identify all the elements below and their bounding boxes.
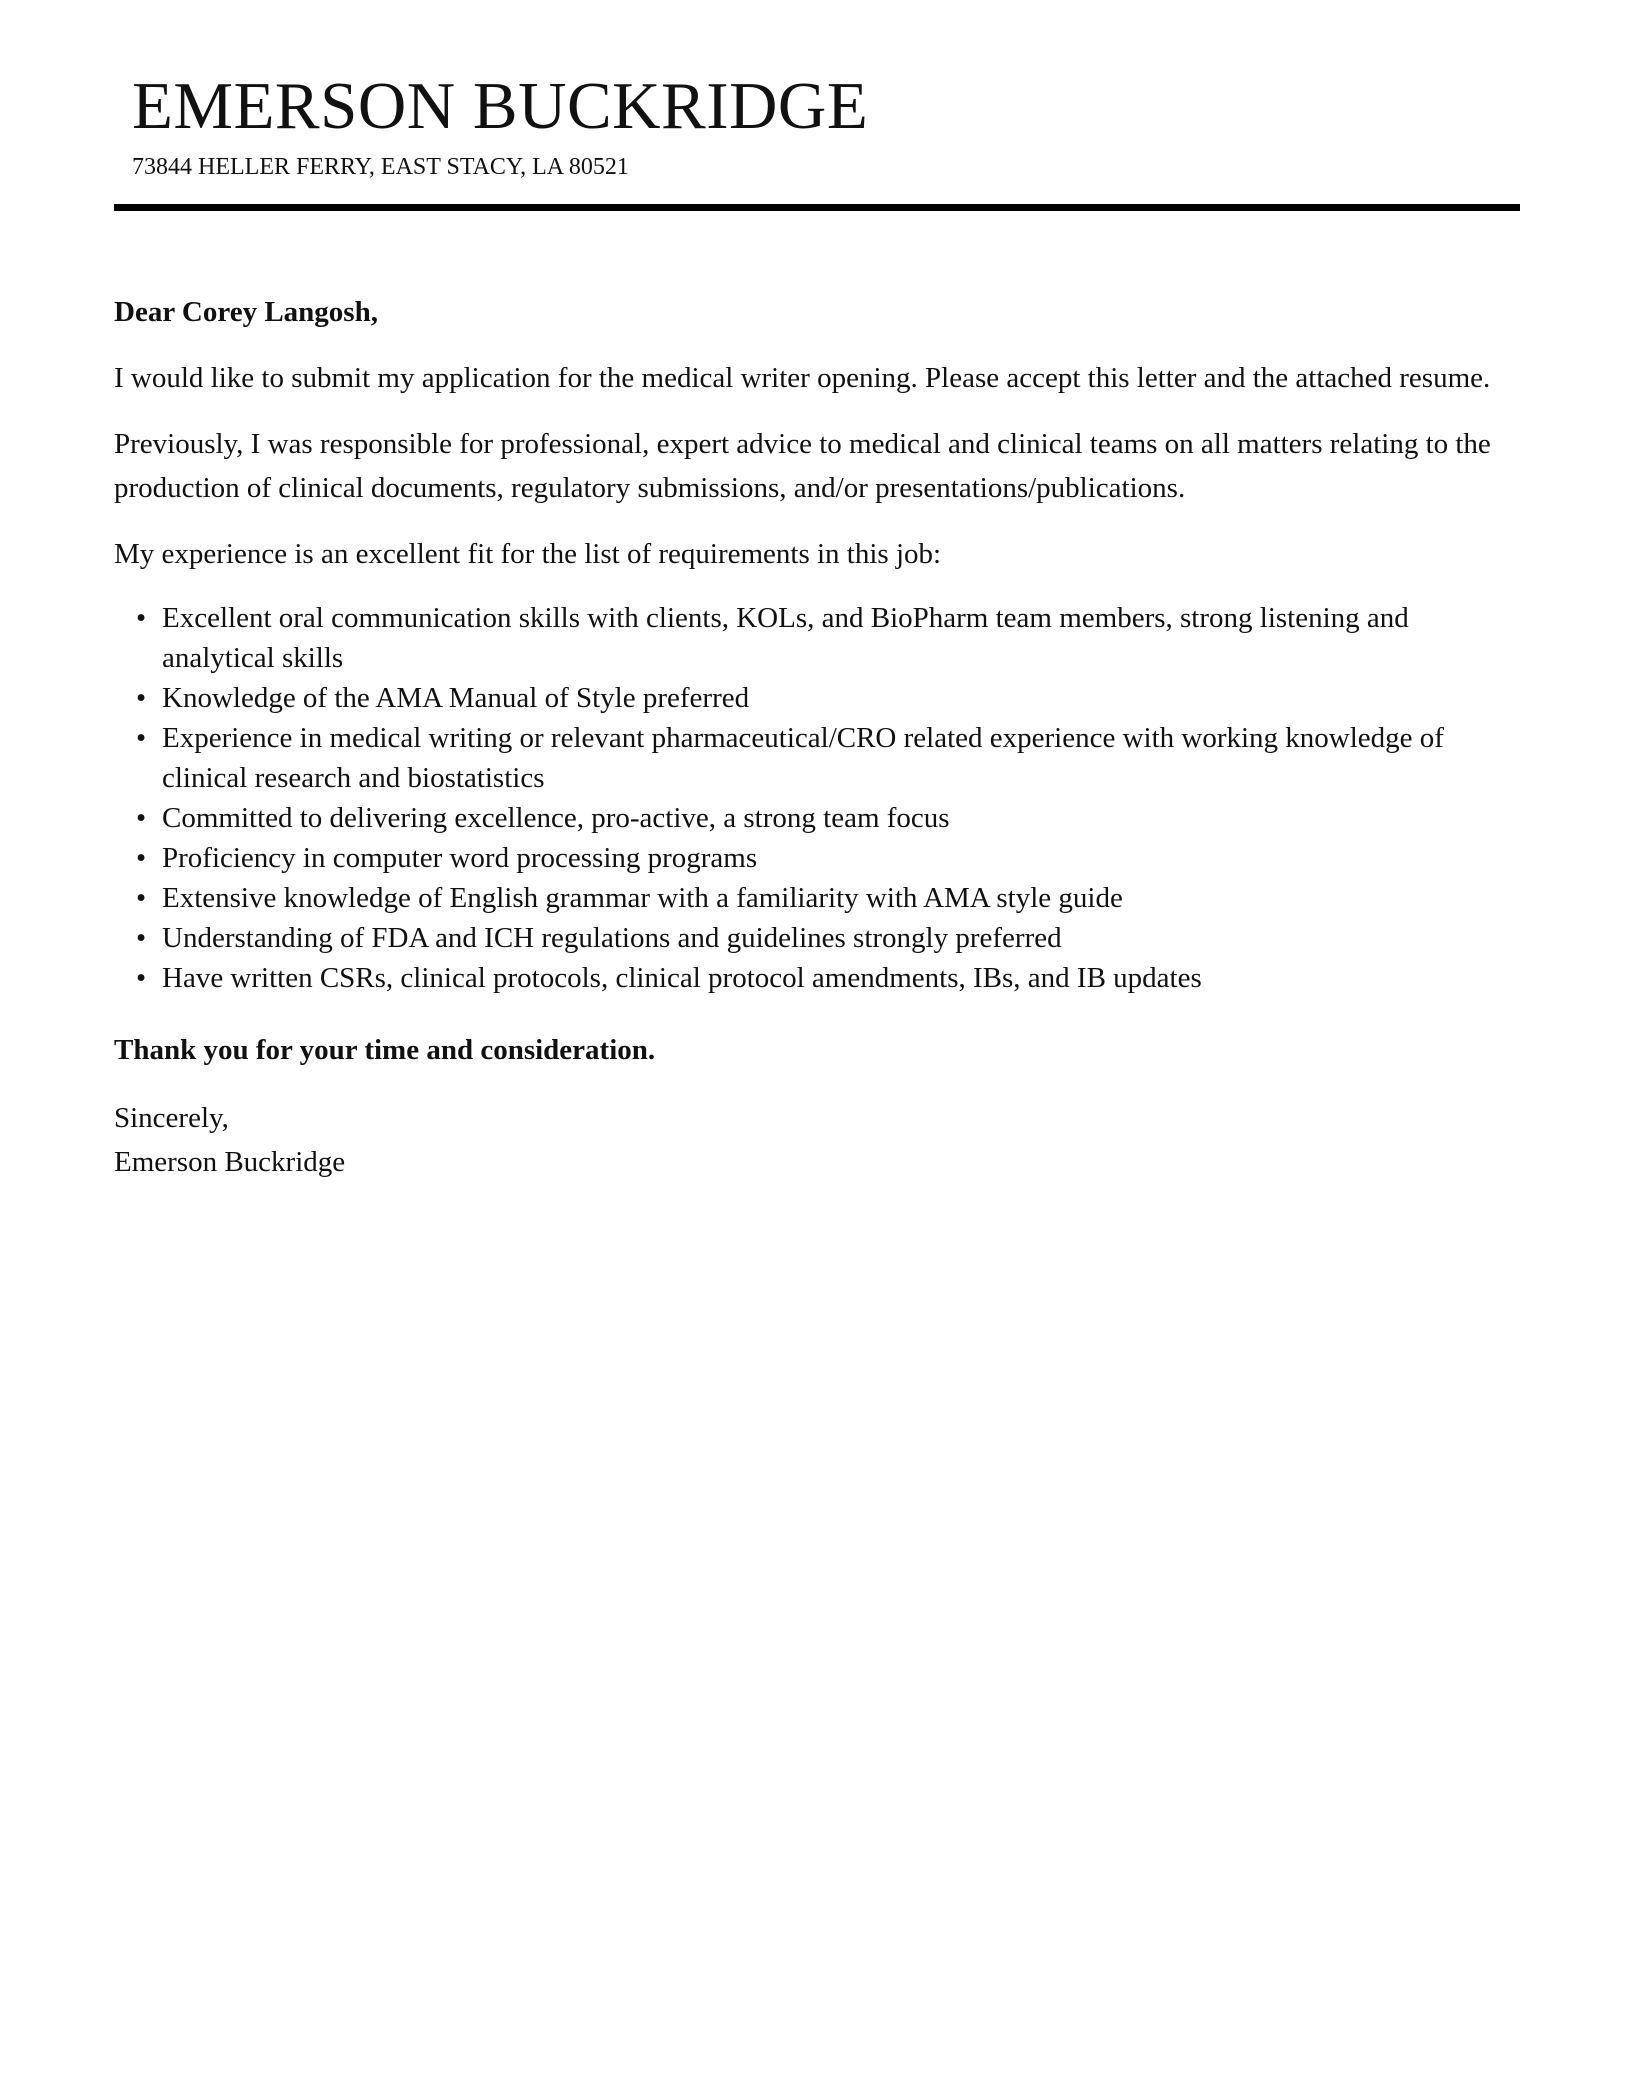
sender-address: 73844 HELLER FERRY, EAST STACY, LA 80521 <box>132 154 629 180</box>
list-item <box>136 718 1520 798</box>
bullet-icon: • <box>136 962 147 994</box>
bullet-icon: • <box>136 682 147 714</box>
list-item-text: Extensive knowledge of English grammar with a familiarity with AMA style guide <box>162 882 1123 914</box>
header-divider <box>114 204 1520 211</box>
bullet-icon: • <box>136 922 147 954</box>
bullet-icon: • <box>136 802 147 834</box>
intro-paragraph: I would like to submit my application for the medical writer opening. Please accept this letter and the attached resume. <box>114 362 1491 394</box>
list-item-text: Proficiency in computer word processing programs <box>162 842 758 874</box>
sender-name: EMERSON BUCKRIDGE <box>132 69 869 143</box>
list-item-text: Have written CSRs, clinical protocols, clinical protocol amendments, IBs, and IB updates <box>162 962 1202 994</box>
signoff <box>114 1096 1520 1184</box>
requirements-list <box>114 598 1520 998</box>
list-item-text: Understanding of FDA and ICH regulations and guidelines strongly preferred <box>162 922 1062 954</box>
signature-name: Emerson Buckridge <box>114 1146 346 1178</box>
list-item <box>136 958 1520 998</box>
signoff-text: Sincerely, <box>114 1102 229 1134</box>
bullet-icon: • <box>136 882 147 914</box>
list-item <box>136 678 1520 718</box>
list-item <box>136 838 1520 878</box>
list-item <box>136 878 1520 918</box>
bullet-icon: • <box>136 722 147 754</box>
list-item-text: Committed to delivering excellence, pro-active, a strong team focus <box>162 802 950 834</box>
closing-line: Thank you for your time and consideration. <box>114 1034 656 1066</box>
requirements-intro: My experience is an excellent fit for the list of requirements in this job: <box>114 538 942 570</box>
bullet-icon: • <box>136 842 147 874</box>
letter-header <box>132 66 1512 182</box>
bullet-icon: • <box>136 602 147 634</box>
list-item-text: Knowledge of the AMA Manual of Style preferred <box>162 682 750 714</box>
list-item <box>136 798 1520 838</box>
list-item <box>136 598 1520 678</box>
experience-paragraph: Previously, I was responsible for professional, expert advice to medical and clinical teams on all matters relating to the production of clinical documents, regulatory submissions, and/or presentations/publications. <box>114 428 1491 504</box>
salutation: Dear Corey Langosh, <box>114 296 378 328</box>
list-item <box>136 918 1520 958</box>
list-item-text: Experience in medical writing or relevant pharmaceutical/CRO related experience with working knowledge of clinical research and biostatistics <box>162 722 1444 794</box>
list-item-text: Excellent oral communication skills with clients, KOLs, and BioPharm team members, strong listening and analytical skills <box>162 602 1409 674</box>
letter-body <box>114 290 1520 1184</box>
